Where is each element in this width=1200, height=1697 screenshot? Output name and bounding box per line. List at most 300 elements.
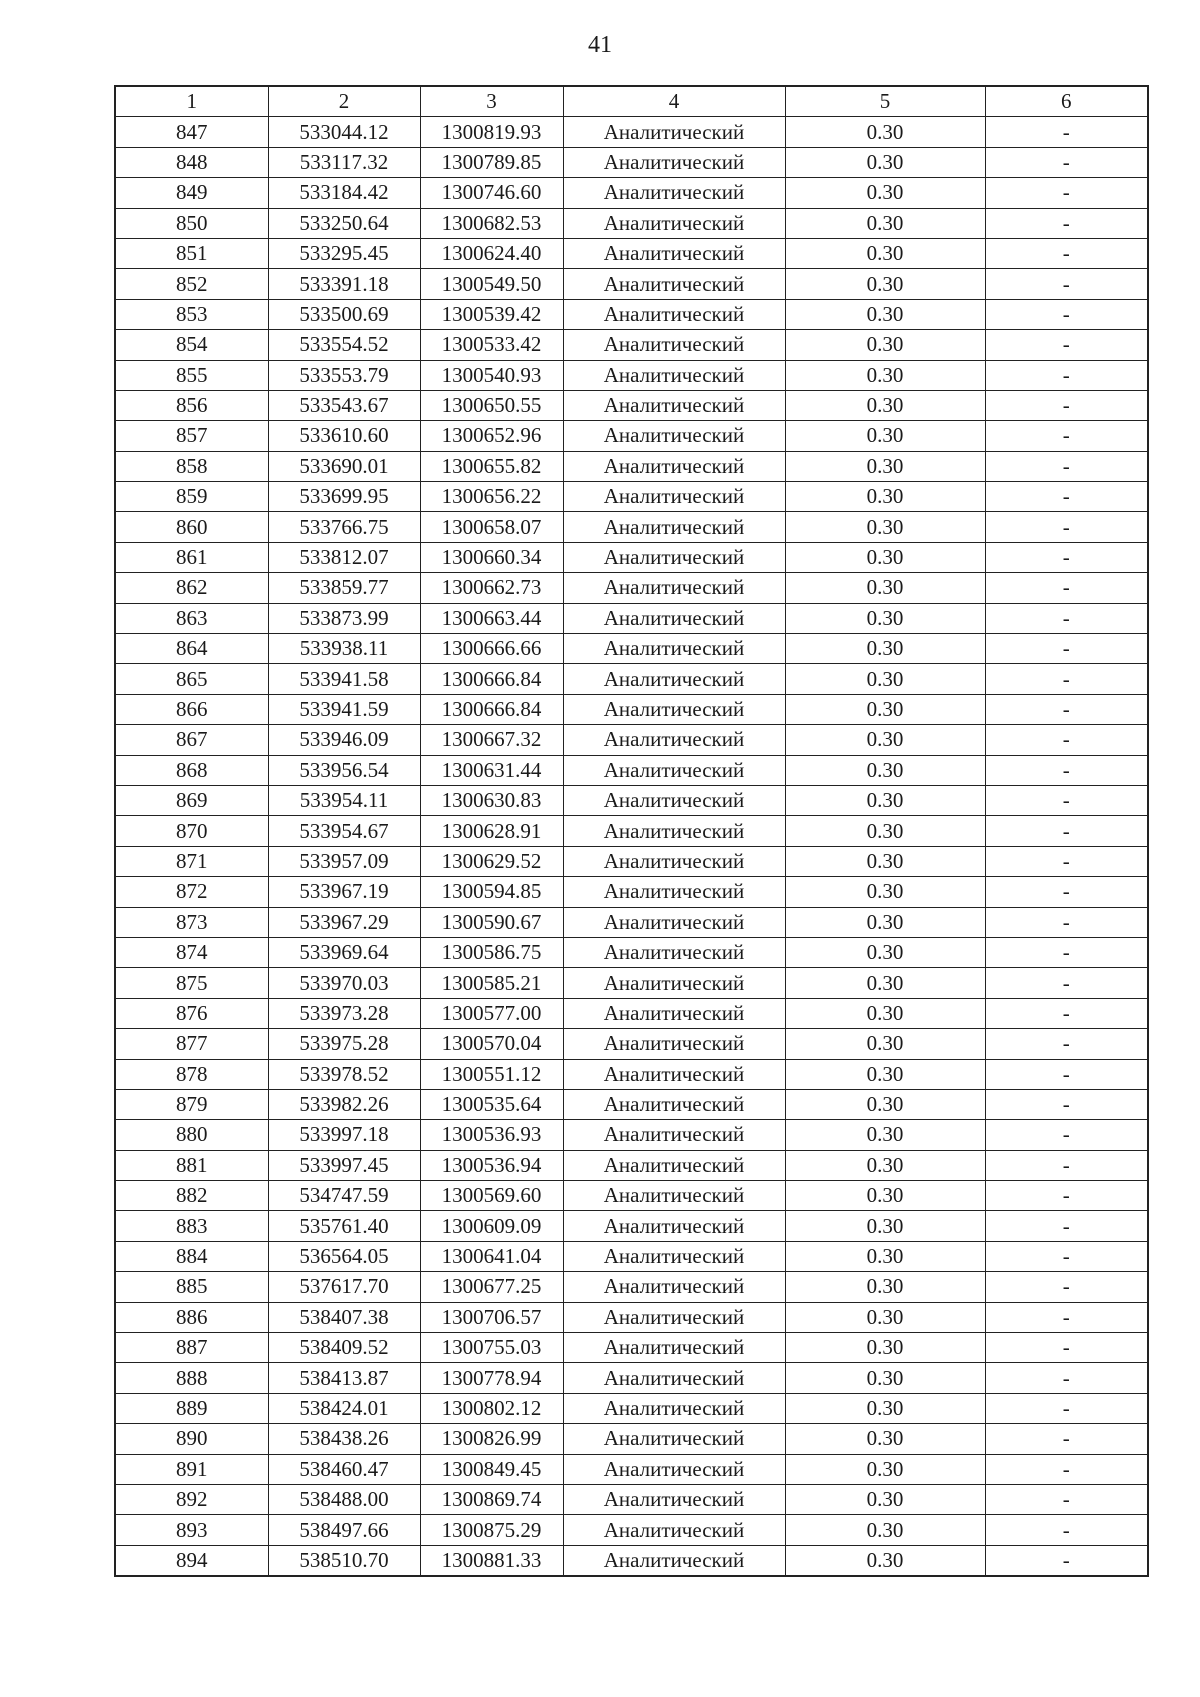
accuracy-cell: 0.30 xyxy=(785,664,985,694)
note-cell: - xyxy=(985,330,1148,360)
table-row xyxy=(115,360,1148,390)
method-cell: Аналитический xyxy=(563,1363,785,1393)
accuracy-cell: 0.30 xyxy=(785,1272,985,1302)
method-cell: Аналитический xyxy=(563,1515,785,1545)
x-coordinate-cell: 533975.28 xyxy=(268,1029,420,1059)
note-cell: - xyxy=(985,1059,1148,1089)
table-row xyxy=(115,1545,1148,1576)
table-row xyxy=(115,907,1148,937)
x-coordinate-cell: 538488.00 xyxy=(268,1484,420,1514)
point-number-cell: 888 xyxy=(115,1363,268,1393)
x-coordinate-cell: 536564.05 xyxy=(268,1241,420,1271)
table-row xyxy=(115,1515,1148,1545)
table-row xyxy=(115,816,1148,846)
x-coordinate-cell: 533997.45 xyxy=(268,1150,420,1180)
table-row xyxy=(115,1150,1148,1180)
column-header: 4 xyxy=(563,86,785,117)
y-coordinate-cell: 1300630.83 xyxy=(420,785,563,815)
note-cell: - xyxy=(985,208,1148,238)
point-number-cell: 870 xyxy=(115,816,268,846)
method-cell: Аналитический xyxy=(563,846,785,876)
accuracy-cell: 0.30 xyxy=(785,816,985,846)
accuracy-cell: 0.30 xyxy=(785,1363,985,1393)
note-cell: - xyxy=(985,968,1148,998)
x-coordinate-cell: 533699.95 xyxy=(268,482,420,512)
point-number-cell: 857 xyxy=(115,421,268,451)
table-row xyxy=(115,330,1148,360)
x-coordinate-cell: 533941.59 xyxy=(268,694,420,724)
x-coordinate-cell: 533610.60 xyxy=(268,421,420,451)
y-coordinate-cell: 1300706.57 xyxy=(420,1302,563,1332)
note-cell: - xyxy=(985,1029,1148,1059)
table-row xyxy=(115,147,1148,177)
y-coordinate-cell: 1300629.52 xyxy=(420,846,563,876)
x-coordinate-cell: 533044.12 xyxy=(268,117,420,147)
method-cell: Аналитический xyxy=(563,1211,785,1241)
accuracy-cell: 0.30 xyxy=(785,1089,985,1119)
accuracy-cell: 0.30 xyxy=(785,1424,985,1454)
point-number-cell: 855 xyxy=(115,360,268,390)
y-coordinate-cell: 1300663.44 xyxy=(420,603,563,633)
note-cell: - xyxy=(985,269,1148,299)
note-cell: - xyxy=(985,1363,1148,1393)
column-header: 5 xyxy=(785,86,985,117)
x-coordinate-cell: 533553.79 xyxy=(268,360,420,390)
note-cell: - xyxy=(985,178,1148,208)
y-coordinate-cell: 1300650.55 xyxy=(420,390,563,420)
table-row xyxy=(115,1333,1148,1363)
column-header: 2 xyxy=(268,86,420,117)
table-row xyxy=(115,1120,1148,1150)
method-cell: Аналитический xyxy=(563,634,785,664)
method-cell: Аналитический xyxy=(563,937,785,967)
accuracy-cell: 0.30 xyxy=(785,1515,985,1545)
accuracy-cell: 0.30 xyxy=(785,117,985,147)
note-cell: - xyxy=(985,1333,1148,1363)
point-number-cell: 884 xyxy=(115,1241,268,1271)
y-coordinate-cell: 1300819.93 xyxy=(420,117,563,147)
x-coordinate-cell: 538497.66 xyxy=(268,1515,420,1545)
note-cell: - xyxy=(985,907,1148,937)
x-coordinate-cell: 533957.09 xyxy=(268,846,420,876)
note-cell: - xyxy=(985,542,1148,572)
note-cell: - xyxy=(985,816,1148,846)
y-coordinate-cell: 1300802.12 xyxy=(420,1393,563,1423)
method-cell: Аналитический xyxy=(563,907,785,937)
accuracy-cell: 0.30 xyxy=(785,1302,985,1332)
note-cell: - xyxy=(985,1393,1148,1423)
y-coordinate-cell: 1300533.42 xyxy=(420,330,563,360)
accuracy-cell: 0.30 xyxy=(785,937,985,967)
table-row xyxy=(115,1181,1148,1211)
point-number-cell: 865 xyxy=(115,664,268,694)
table-body xyxy=(115,117,1148,1576)
method-cell: Аналитический xyxy=(563,542,785,572)
x-coordinate-cell: 533766.75 xyxy=(268,512,420,542)
y-coordinate-cell: 1300549.50 xyxy=(420,269,563,299)
x-coordinate-cell: 534747.59 xyxy=(268,1181,420,1211)
table-row xyxy=(115,694,1148,724)
method-cell: Аналитический xyxy=(563,785,785,815)
accuracy-cell: 0.30 xyxy=(785,421,985,451)
method-cell: Аналитический xyxy=(563,1545,785,1576)
x-coordinate-cell: 533967.29 xyxy=(268,907,420,937)
page-number: 41 xyxy=(588,32,612,58)
note-cell: - xyxy=(985,1424,1148,1454)
table-row xyxy=(115,877,1148,907)
note-cell: - xyxy=(985,1089,1148,1119)
note-cell: - xyxy=(985,785,1148,815)
x-coordinate-cell: 533967.19 xyxy=(268,877,420,907)
x-coordinate-cell: 533978.52 xyxy=(268,1059,420,1089)
y-coordinate-cell: 1300667.32 xyxy=(420,725,563,755)
note-cell: - xyxy=(985,725,1148,755)
method-cell: Аналитический xyxy=(563,482,785,512)
method-cell: Аналитический xyxy=(563,877,785,907)
point-number-cell: 853 xyxy=(115,299,268,329)
point-number-cell: 882 xyxy=(115,1181,268,1211)
table-row xyxy=(115,1484,1148,1514)
column-header: 3 xyxy=(420,86,563,117)
table-row xyxy=(115,1424,1148,1454)
note-cell: - xyxy=(985,694,1148,724)
y-coordinate-cell: 1300666.84 xyxy=(420,694,563,724)
x-coordinate-cell: 538407.38 xyxy=(268,1302,420,1332)
method-cell: Аналитический xyxy=(563,664,785,694)
point-number-cell: 848 xyxy=(115,147,268,177)
method-cell: Аналитический xyxy=(563,117,785,147)
table-row xyxy=(115,1211,1148,1241)
point-number-cell: 850 xyxy=(115,208,268,238)
point-number-cell: 874 xyxy=(115,937,268,967)
method-cell: Аналитический xyxy=(563,1454,785,1484)
point-number-cell: 856 xyxy=(115,390,268,420)
note-cell: - xyxy=(985,451,1148,481)
method-cell: Аналитический xyxy=(563,694,785,724)
table-row xyxy=(115,269,1148,299)
table-row xyxy=(115,117,1148,147)
accuracy-cell: 0.30 xyxy=(785,1181,985,1211)
point-number-cell: 876 xyxy=(115,998,268,1028)
method-cell: Аналитический xyxy=(563,1302,785,1332)
accuracy-cell: 0.30 xyxy=(785,451,985,481)
note-cell: - xyxy=(985,1302,1148,1332)
y-coordinate-cell: 1300577.00 xyxy=(420,998,563,1028)
point-number-cell: 889 xyxy=(115,1393,268,1423)
note-cell: - xyxy=(985,238,1148,268)
y-coordinate-cell: 1300755.03 xyxy=(420,1333,563,1363)
point-number-cell: 872 xyxy=(115,877,268,907)
method-cell: Аналитический xyxy=(563,1333,785,1363)
x-coordinate-cell: 533295.45 xyxy=(268,238,420,268)
x-coordinate-cell: 533812.07 xyxy=(268,542,420,572)
method-cell: Аналитический xyxy=(563,178,785,208)
x-coordinate-cell: 533859.77 xyxy=(268,573,420,603)
x-coordinate-cell: 533956.54 xyxy=(268,755,420,785)
note-cell: - xyxy=(985,1484,1148,1514)
note-cell: - xyxy=(985,664,1148,694)
table-row xyxy=(115,208,1148,238)
note-cell: - xyxy=(985,1120,1148,1150)
accuracy-cell: 0.30 xyxy=(785,542,985,572)
method-cell: Аналитический xyxy=(563,208,785,238)
table-row xyxy=(115,512,1148,542)
point-number-cell: 890 xyxy=(115,1424,268,1454)
point-number-cell: 869 xyxy=(115,785,268,815)
accuracy-cell: 0.30 xyxy=(785,968,985,998)
y-coordinate-cell: 1300666.84 xyxy=(420,664,563,694)
note-cell: - xyxy=(985,603,1148,633)
accuracy-cell: 0.30 xyxy=(785,1454,985,1484)
point-number-cell: 883 xyxy=(115,1211,268,1241)
note-cell: - xyxy=(985,1181,1148,1211)
y-coordinate-cell: 1300536.93 xyxy=(420,1120,563,1150)
y-coordinate-cell: 1300778.94 xyxy=(420,1363,563,1393)
y-coordinate-cell: 1300624.40 xyxy=(420,238,563,268)
accuracy-cell: 0.30 xyxy=(785,1393,985,1423)
point-number-cell: 892 xyxy=(115,1484,268,1514)
x-coordinate-cell: 533973.28 xyxy=(268,998,420,1028)
note-cell: - xyxy=(985,421,1148,451)
table-row xyxy=(115,421,1148,451)
note-cell: - xyxy=(985,1241,1148,1271)
point-number-cell: 881 xyxy=(115,1150,268,1180)
y-coordinate-cell: 1300586.75 xyxy=(420,937,563,967)
table-row xyxy=(115,998,1148,1028)
y-coordinate-cell: 1300656.22 xyxy=(420,482,563,512)
column-header: 1 xyxy=(115,86,268,117)
x-coordinate-cell: 533982.26 xyxy=(268,1089,420,1119)
method-cell: Аналитический xyxy=(563,299,785,329)
y-coordinate-cell: 1300875.29 xyxy=(420,1515,563,1545)
note-cell: - xyxy=(985,1272,1148,1302)
table-row xyxy=(115,846,1148,876)
accuracy-cell: 0.30 xyxy=(785,785,985,815)
point-number-cell: 873 xyxy=(115,907,268,937)
y-coordinate-cell: 1300677.25 xyxy=(420,1272,563,1302)
note-cell: - xyxy=(985,877,1148,907)
y-coordinate-cell: 1300826.99 xyxy=(420,1424,563,1454)
accuracy-cell: 0.30 xyxy=(785,634,985,664)
y-coordinate-cell: 1300666.66 xyxy=(420,634,563,664)
note-cell: - xyxy=(985,573,1148,603)
point-number-cell: 871 xyxy=(115,846,268,876)
accuracy-cell: 0.30 xyxy=(785,178,985,208)
point-number-cell: 877 xyxy=(115,1029,268,1059)
point-number-cell: 861 xyxy=(115,542,268,572)
table-row xyxy=(115,1302,1148,1332)
table-row xyxy=(115,299,1148,329)
note-cell: - xyxy=(985,846,1148,876)
accuracy-cell: 0.30 xyxy=(785,1120,985,1150)
table-row xyxy=(115,1029,1148,1059)
note-cell: - xyxy=(985,1454,1148,1484)
accuracy-cell: 0.30 xyxy=(785,907,985,937)
point-number-cell: 880 xyxy=(115,1120,268,1150)
note-cell: - xyxy=(985,390,1148,420)
y-coordinate-cell: 1300746.60 xyxy=(420,178,563,208)
note-cell: - xyxy=(985,634,1148,664)
y-coordinate-cell: 1300662.73 xyxy=(420,573,563,603)
point-number-cell: 894 xyxy=(115,1545,268,1576)
point-number-cell: 862 xyxy=(115,573,268,603)
note-cell: - xyxy=(985,1515,1148,1545)
table-row xyxy=(115,937,1148,967)
header-row xyxy=(115,86,1148,117)
method-cell: Аналитический xyxy=(563,725,785,755)
method-cell: Аналитический xyxy=(563,421,785,451)
x-coordinate-cell: 538413.87 xyxy=(268,1363,420,1393)
table-header xyxy=(115,86,1148,117)
accuracy-cell: 0.30 xyxy=(785,512,985,542)
y-coordinate-cell: 1300536.94 xyxy=(420,1150,563,1180)
y-coordinate-cell: 1300539.42 xyxy=(420,299,563,329)
x-coordinate-cell: 538409.52 xyxy=(268,1333,420,1363)
point-number-cell: 886 xyxy=(115,1302,268,1332)
note-cell: - xyxy=(985,1150,1148,1180)
x-coordinate-cell: 533500.69 xyxy=(268,299,420,329)
point-number-cell: 863 xyxy=(115,603,268,633)
accuracy-cell: 0.30 xyxy=(785,482,985,512)
table-row xyxy=(115,238,1148,268)
accuracy-cell: 0.30 xyxy=(785,330,985,360)
y-coordinate-cell: 1300660.34 xyxy=(420,542,563,572)
x-coordinate-cell: 533250.64 xyxy=(268,208,420,238)
x-coordinate-cell: 533969.64 xyxy=(268,937,420,967)
method-cell: Аналитический xyxy=(563,968,785,998)
point-number-cell: 867 xyxy=(115,725,268,755)
method-cell: Аналитический xyxy=(563,390,785,420)
y-coordinate-cell: 1300881.33 xyxy=(420,1545,563,1576)
point-number-cell: 887 xyxy=(115,1333,268,1363)
method-cell: Аналитический xyxy=(563,998,785,1028)
x-coordinate-cell: 533946.09 xyxy=(268,725,420,755)
accuracy-cell: 0.30 xyxy=(785,755,985,785)
accuracy-cell: 0.30 xyxy=(785,694,985,724)
method-cell: Аналитический xyxy=(563,238,785,268)
method-cell: Аналитический xyxy=(563,1059,785,1089)
x-coordinate-cell: 538460.47 xyxy=(268,1454,420,1484)
y-coordinate-cell: 1300652.96 xyxy=(420,421,563,451)
accuracy-cell: 0.30 xyxy=(785,877,985,907)
point-number-cell: 854 xyxy=(115,330,268,360)
point-number-cell: 875 xyxy=(115,968,268,998)
point-number-cell: 859 xyxy=(115,482,268,512)
method-cell: Аналитический xyxy=(563,269,785,299)
x-coordinate-cell: 533954.67 xyxy=(268,816,420,846)
x-coordinate-cell: 533690.01 xyxy=(268,451,420,481)
accuracy-cell: 0.30 xyxy=(785,1150,985,1180)
point-number-cell: 847 xyxy=(115,117,268,147)
table-row xyxy=(115,573,1148,603)
accuracy-cell: 0.30 xyxy=(785,390,985,420)
method-cell: Аналитический xyxy=(563,451,785,481)
method-cell: Аналитический xyxy=(563,816,785,846)
y-coordinate-cell: 1300535.64 xyxy=(420,1089,563,1119)
y-coordinate-cell: 1300609.09 xyxy=(420,1211,563,1241)
point-number-cell: 866 xyxy=(115,694,268,724)
note-cell: - xyxy=(985,482,1148,512)
table-row xyxy=(115,1363,1148,1393)
point-number-cell: 864 xyxy=(115,634,268,664)
x-coordinate-cell: 533117.32 xyxy=(268,147,420,177)
table-row xyxy=(115,968,1148,998)
table-row xyxy=(115,755,1148,785)
note-cell: - xyxy=(985,755,1148,785)
point-number-cell: 891 xyxy=(115,1454,268,1484)
point-number-cell: 849 xyxy=(115,178,268,208)
x-coordinate-cell: 533391.18 xyxy=(268,269,420,299)
accuracy-cell: 0.30 xyxy=(785,1545,985,1576)
y-coordinate-cell: 1300551.12 xyxy=(420,1059,563,1089)
table-row xyxy=(115,390,1148,420)
table-row xyxy=(115,1059,1148,1089)
x-coordinate-cell: 533954.11 xyxy=(268,785,420,815)
table-row xyxy=(115,482,1148,512)
table-row xyxy=(115,634,1148,664)
method-cell: Аналитический xyxy=(563,1424,785,1454)
method-cell: Аналитический xyxy=(563,1120,785,1150)
method-cell: Аналитический xyxy=(563,1150,785,1180)
y-coordinate-cell: 1300590.67 xyxy=(420,907,563,937)
x-coordinate-cell: 533970.03 xyxy=(268,968,420,998)
note-cell: - xyxy=(985,117,1148,147)
y-coordinate-cell: 1300570.04 xyxy=(420,1029,563,1059)
x-coordinate-cell: 533873.99 xyxy=(268,603,420,633)
y-coordinate-cell: 1300849.45 xyxy=(420,1454,563,1484)
method-cell: Аналитический xyxy=(563,147,785,177)
table-row xyxy=(115,725,1148,755)
table-row xyxy=(115,178,1148,208)
table-row xyxy=(115,542,1148,572)
table-row xyxy=(115,785,1148,815)
note-cell: - xyxy=(985,998,1148,1028)
point-number-cell: 878 xyxy=(115,1059,268,1089)
method-cell: Аналитический xyxy=(563,603,785,633)
note-cell: - xyxy=(985,299,1148,329)
accuracy-cell: 0.30 xyxy=(785,846,985,876)
x-coordinate-cell: 533184.42 xyxy=(268,178,420,208)
accuracy-cell: 0.30 xyxy=(785,299,985,329)
method-cell: Аналитический xyxy=(563,1484,785,1514)
method-cell: Аналитический xyxy=(563,1393,785,1423)
accuracy-cell: 0.30 xyxy=(785,725,985,755)
point-number-cell: 868 xyxy=(115,755,268,785)
y-coordinate-cell: 1300655.82 xyxy=(420,451,563,481)
note-cell: - xyxy=(985,937,1148,967)
table-row xyxy=(115,1454,1148,1484)
y-coordinate-cell: 1300631.44 xyxy=(420,755,563,785)
y-coordinate-cell: 1300628.91 xyxy=(420,816,563,846)
y-coordinate-cell: 1300789.85 xyxy=(420,147,563,177)
y-coordinate-cell: 1300641.04 xyxy=(420,1241,563,1271)
method-cell: Аналитический xyxy=(563,1272,785,1302)
point-number-cell: 879 xyxy=(115,1089,268,1119)
accuracy-cell: 0.30 xyxy=(785,238,985,268)
method-cell: Аналитический xyxy=(563,1029,785,1059)
x-coordinate-cell: 535761.40 xyxy=(268,1211,420,1241)
method-cell: Аналитический xyxy=(563,755,785,785)
note-cell: - xyxy=(985,1211,1148,1241)
accuracy-cell: 0.30 xyxy=(785,1029,985,1059)
accuracy-cell: 0.30 xyxy=(785,998,985,1028)
point-number-cell: 893 xyxy=(115,1515,268,1545)
accuracy-cell: 0.30 xyxy=(785,1241,985,1271)
accuracy-cell: 0.30 xyxy=(785,1059,985,1089)
y-coordinate-cell: 1300569.60 xyxy=(420,1181,563,1211)
accuracy-cell: 0.30 xyxy=(785,603,985,633)
table-row xyxy=(115,1393,1148,1423)
